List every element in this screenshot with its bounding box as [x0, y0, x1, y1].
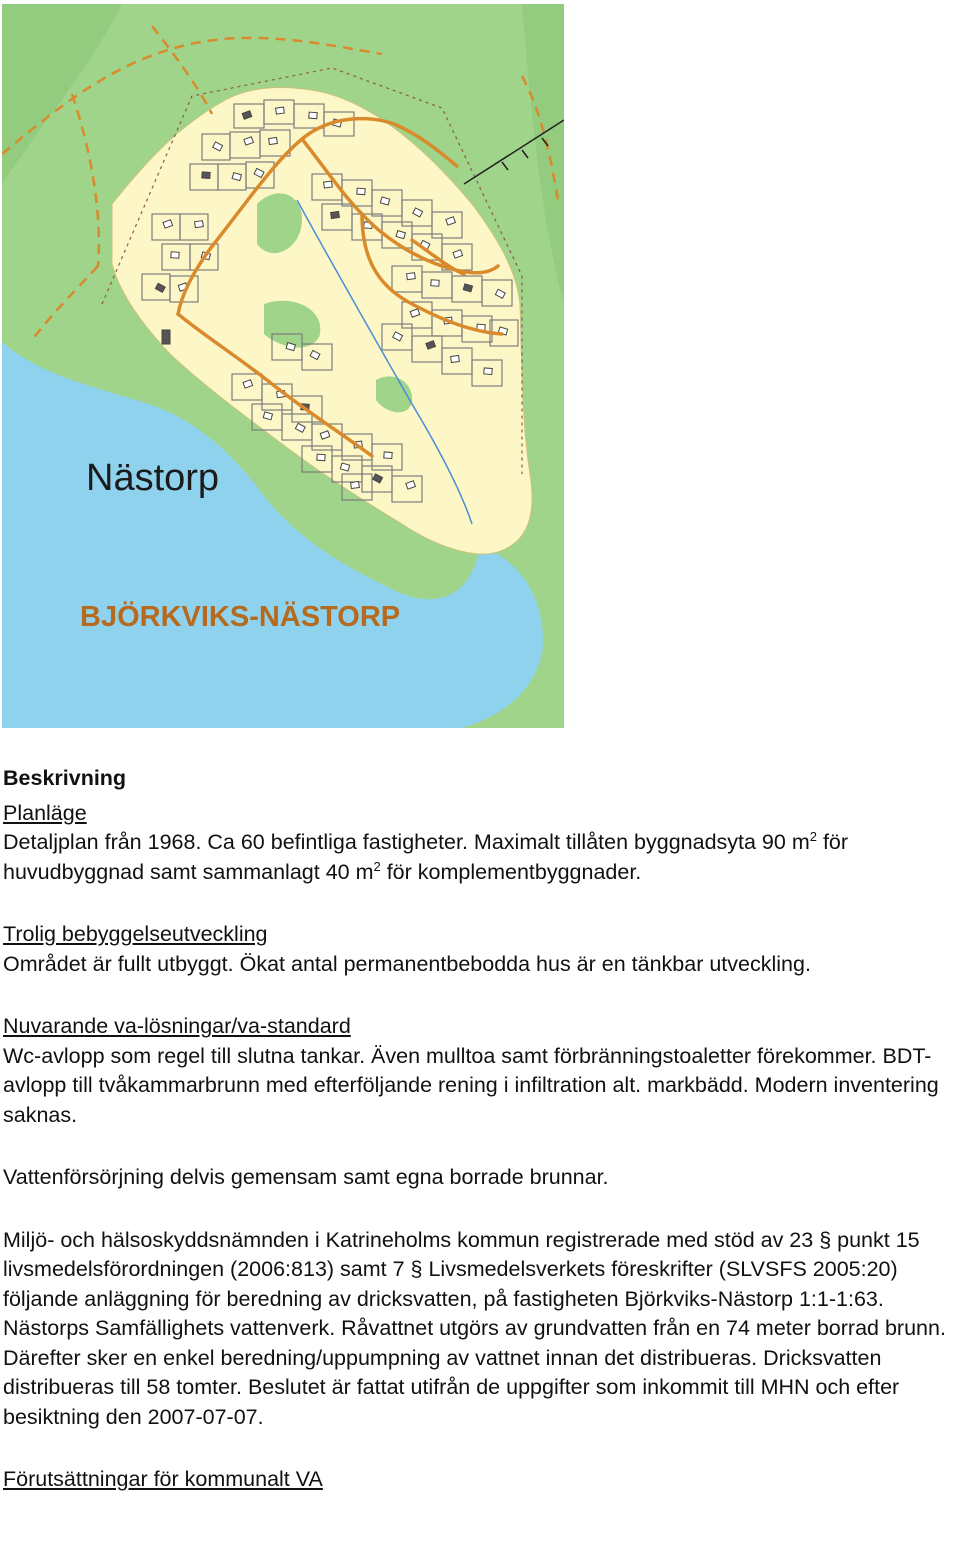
house: [407, 273, 416, 280]
section-heading: Beskrivning: [3, 766, 127, 790]
house: [276, 107, 285, 114]
map-area-label: BJÖRKVIKS-NÄSTORP: [80, 601, 401, 633]
house: [317, 454, 325, 461]
utveckling-title: Trolig bebyggelseutveckling: [3, 922, 268, 946]
house: [195, 221, 204, 228]
planlage-text-part1: Detaljplan från 1968. Ca 60 befintliga fastigheter. Maximalt tillåten byggnadsyta 90 m: [3, 830, 810, 854]
house: [431, 280, 439, 287]
house: [202, 172, 210, 179]
house: [324, 181, 333, 188]
house: [269, 137, 278, 144]
planlage-text-part3: för komplementbyggnader.: [380, 859, 642, 884]
house: [451, 355, 460, 362]
house: [309, 112, 317, 119]
house: [384, 452, 392, 459]
house: [171, 252, 179, 259]
water-supply-text: Vattenförsörjning delvis gemensam samt egna borrade brunnar.: [3, 1165, 609, 1189]
decision-text: Miljö- och hälsoskyddsnämnden i Katrineholms kommun registrerade med stöd av 23 § punkt 15 livsmedelsförordningen (2006:813) samt 7 § Livsmedelsverkets föreskrifter (SLVSFS 2005:20) följande anläggning för beredning av dricksvatten, på fastigheten Björkviks-Nästorp 1:1-1:63. Nästorps Samfällighets vattenverk. Råvattnet utgörs av grundvatten från en 74 meter borrad brunn. Därefter sker en enkel beredning/uppumpning av vattnet innan det distribueras. Dricksvatten distribueras till 58 tomter. Beslutet är fattat utifrån de uppgifter som inkommit till MHN och efter besiktning den 2007-07-07.: [3, 1227, 946, 1429]
house: [331, 211, 340, 218]
planlage-title: Planläge: [3, 800, 87, 825]
superscript-2: 2: [373, 858, 381, 874]
forutsattningar-title: Förutsättningar för kommunalt VA: [3, 1467, 323, 1491]
superscript-2: 2: [809, 829, 817, 844]
map-image: [2, 4, 564, 728]
house: [357, 188, 365, 195]
planlage-text-part2: för huvudbyggnad samt sammanlagt 40 m: [3, 830, 849, 884]
house: [484, 368, 492, 375]
document-body: [3, 764, 958, 1495]
utveckling-text: Området är fullt utbyggt. Ökat antal permanentbebodda hus är en tänkbar utveckling.: [3, 951, 811, 976]
va-title: Nuvarande va-lösningar/va-standard: [3, 1014, 351, 1038]
va-text: Wc-avlopp som regel till slutna tankar. Även mulltoa samt förbränningstoaletter förekommer. BDT-avlopp till tvåkammarbrunn med efterföljande rening i infiltration alt. markbädd. Modern inventering saknas.: [3, 1043, 939, 1127]
planlage-text: [3, 828, 958, 887]
house: [351, 481, 360, 488]
map-place-label: Nästorp: [86, 457, 220, 499]
house: [162, 330, 170, 344]
